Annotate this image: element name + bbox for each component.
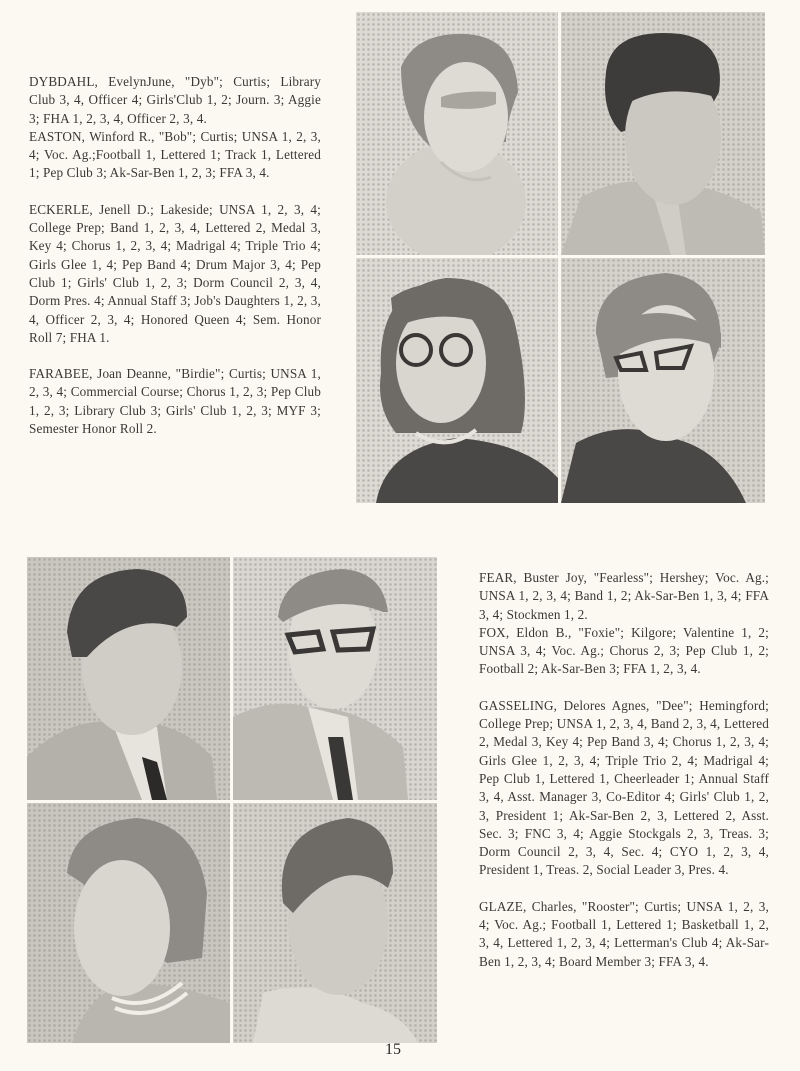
page-number: 15 xyxy=(385,1041,401,1058)
portrait-illustration xyxy=(233,803,437,1043)
bio-entry-gasseling: GASSELING, Delores Agnes, "Dee"; Hemingford; College Prep; UNSA 1, 2, 3, 4, Band 2, 3, 4, Lettered 2, Medal 3, Key 4; Pep Band 3, 4; Chorus 1, 2, 3, 4; Girls Glee 1, 2, 3, 4; Triple Trio 2, 4; Madrigal 4; Pep Club 1, Lettered 1, Cheerleader 1; Annual Staff 3, 4, Asst. Manager 3, Co-Editor 4; Girls' Club 1, 2, 3, President 1; Ak-Sar-Ben 2, 3, Lettered 2, Asst. Sec. 3; FNC 3, 4; Aggie Stockgals 2, 3, Treas. 3; Dorm Council 2, 3, 4, Sec. 4; CYO 1, 2, 3, 4, President 1, Treas. 2, Social Leader 3, Pres. 4. xyxy=(479,697,769,878)
portrait-photo-fox xyxy=(233,557,437,800)
portrait-photo-farabee xyxy=(561,258,765,503)
top-bios xyxy=(29,73,321,438)
bio-entry-glaze: GLAZE, Charles, "Rooster"; Curtis; UNSA 1, 2, 3, 4; Voc. Ag.; Football 1, Lettered 1; Basketball 1, 2, 3, 4, Lettered 1, 2, 3, 4; Letterman's Club 4; Ak-Sar-Ben 1, 2, 3, 4; Board Member 3; FFA 3, 4. xyxy=(479,898,769,969)
bio-entry-fox: FOX, Eldon B., "Foxie"; Kilgore; Valentine 1, 2; UNSA 3, 4; Voc. Ag.; Chorus 2, 3; Pep Club 1, 2; Football 2; Ak-Sar-Ben 3; FFA 1, 2, 3, 4. xyxy=(479,624,769,677)
portrait-illustration xyxy=(27,803,230,1043)
portrait-illustration xyxy=(356,258,558,503)
portrait-illustration xyxy=(233,557,437,800)
portrait-photo-fear xyxy=(27,557,230,800)
bio-entry-farabee: FARABEE, Joan Deanne, "Birdie"; Curtis; UNSA 1, 2, 3, 4; Commercial Course; Chorus 1, 2, 3; Pep Club 1, 2, 3; Library Club 3; Girls' Club 1, 2, 3; MYF 3; Semester Honor Roll 2. xyxy=(29,366,321,437)
portrait-photo-easton xyxy=(561,12,765,255)
portrait-illustration xyxy=(561,258,765,503)
portrait-photo-eckerle xyxy=(356,258,558,503)
bio-entry-easton: EASTON, Winford R., "Bob"; Curtis; UNSA 1, 2, 3, 4; Voc. Ag.;Football 1, Lettered 1; Track 1, Lettered 1; Pep Club 3; Ak-Sar-Ben 1, 2, 3; FFA 3, 4. xyxy=(29,128,321,181)
top-photo-grid xyxy=(356,12,765,503)
portrait-photo-glaze xyxy=(233,803,437,1043)
bottom-bios xyxy=(479,569,769,971)
portrait-photo-dybdahl xyxy=(356,12,558,255)
portrait-illustration xyxy=(561,12,765,255)
bio-entry-fear: FEAR, Buster Joy, "Fearless"; Hershey; Voc. Ag.; UNSA 1, 2, 3, 4; Band 1, 2; Ak-Sar-Ben 1, 3, 4; FFA 3, 4; Stockmen 1, 2. xyxy=(479,570,769,622)
portrait-photo-gasseling xyxy=(27,803,230,1043)
portrait-illustration xyxy=(27,557,230,800)
bottom-photo-grid xyxy=(27,557,437,1043)
portrait-illustration xyxy=(356,12,558,255)
bio-entry-eckerle: ECKERLE, Jenell D.; Lakeside; UNSA 1, 2, 3, 4; College Prep; Band 1, 2, 3, 4, Lettered 2, Medal 3, Key 4; Chorus 1, 2, 3, 4; Madrigal 4; Triple Trio 4; Girls Glee 1, 4; Pep Band 4; Drum Major 3, 4; Pep Club 1; Girls' Club 1, 2, 3; Dorm Council 2, 3, 4, Dorm Pres. 4; Annual Staff 3; Job's Daughters 1, 2, 3, 4, Officer 2, 3, 4; Honored Queen 4; Sem. Honor Roll 7; FHA 1. xyxy=(29,201,321,345)
bio-entry-dybdahl: DYBDAHL, EvelynJune, "Dyb"; Curtis; Library Club 3, 4, Officer 4; Girls'Club 1, 2; Journ. 3; Aggie 3; FHA 1, 2, 3, 4, Officer 2, 3, 4. xyxy=(29,74,321,126)
